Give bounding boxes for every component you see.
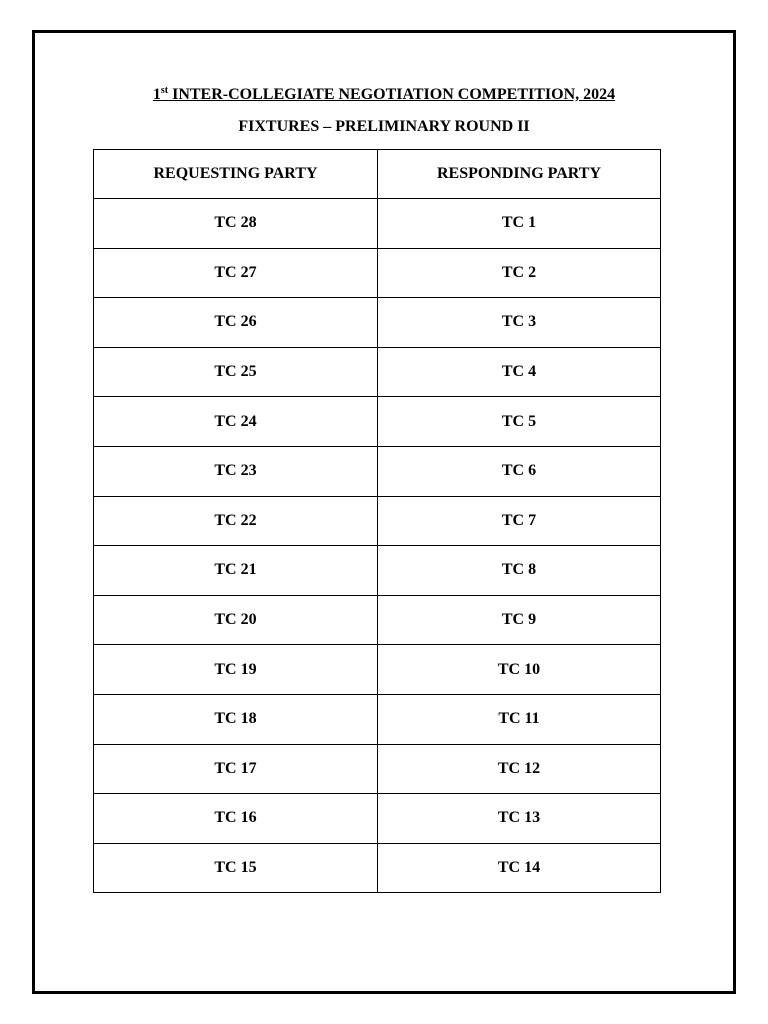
table-row bbox=[94, 595, 661, 645]
cell-responding-party: TC 1 bbox=[378, 199, 661, 249]
cell-responding-party: TC 5 bbox=[378, 397, 661, 447]
header-requesting-party: REQUESTING PARTY bbox=[94, 150, 378, 199]
cell-responding-party: TC 3 bbox=[378, 298, 661, 348]
table-row bbox=[94, 744, 661, 794]
cell-responding-party: TC 14 bbox=[378, 843, 661, 893]
header-responding-party: RESPONDING PARTY bbox=[378, 150, 661, 199]
table-header-row bbox=[94, 150, 661, 199]
cell-responding-party: TC 4 bbox=[378, 347, 661, 397]
fixtures-table-body bbox=[94, 199, 661, 893]
table-row bbox=[94, 645, 661, 695]
cell-responding-party: TC 6 bbox=[378, 446, 661, 496]
cell-requesting-party: TC 23 bbox=[94, 446, 378, 496]
document-subtitle: FIXTURES – PRELIMINARY ROUND II bbox=[238, 118, 530, 135]
table-row bbox=[94, 199, 661, 249]
table-row bbox=[94, 546, 661, 596]
cell-requesting-party: TC 27 bbox=[94, 248, 378, 298]
fixtures-table bbox=[93, 149, 661, 893]
cell-requesting-party: TC 16 bbox=[94, 794, 378, 844]
title-ordinal-number: 1 bbox=[152, 86, 161, 103]
cell-responding-party: TC 13 bbox=[378, 794, 661, 844]
table-row bbox=[94, 694, 661, 744]
table-row bbox=[94, 843, 661, 893]
title-ordinal-suffix: st bbox=[160, 85, 169, 96]
cell-requesting-party: TC 24 bbox=[94, 397, 378, 447]
cell-responding-party: TC 11 bbox=[378, 694, 661, 744]
cell-requesting-party: TC 21 bbox=[94, 546, 378, 596]
cell-requesting-party: TC 18 bbox=[94, 694, 378, 744]
table-row bbox=[94, 298, 661, 348]
document-title bbox=[0, 86, 768, 104]
table-row bbox=[94, 794, 661, 844]
cell-responding-party: TC 10 bbox=[378, 645, 661, 695]
table-row bbox=[94, 347, 661, 397]
table-row bbox=[94, 248, 661, 298]
cell-responding-party: TC 9 bbox=[378, 595, 661, 645]
cell-requesting-party: TC 20 bbox=[94, 595, 378, 645]
cell-requesting-party: TC 28 bbox=[94, 199, 378, 249]
cell-requesting-party: TC 22 bbox=[94, 496, 378, 546]
cell-responding-party: TC 12 bbox=[378, 744, 661, 794]
cell-responding-party: TC 2 bbox=[378, 248, 661, 298]
table-row bbox=[94, 446, 661, 496]
cell-requesting-party: TC 19 bbox=[94, 645, 378, 695]
title-text: INTER-COLLEGIATE NEGOTIATION COMPETITION, 2024 bbox=[168, 86, 616, 103]
cell-requesting-party: TC 25 bbox=[94, 347, 378, 397]
cell-requesting-party: TC 15 bbox=[94, 843, 378, 893]
cell-requesting-party: TC 26 bbox=[94, 298, 378, 348]
cell-responding-party: TC 8 bbox=[378, 546, 661, 596]
cell-responding-party: TC 7 bbox=[378, 496, 661, 546]
table-row bbox=[94, 397, 661, 447]
cell-requesting-party: TC 17 bbox=[94, 744, 378, 794]
table-row bbox=[94, 496, 661, 546]
